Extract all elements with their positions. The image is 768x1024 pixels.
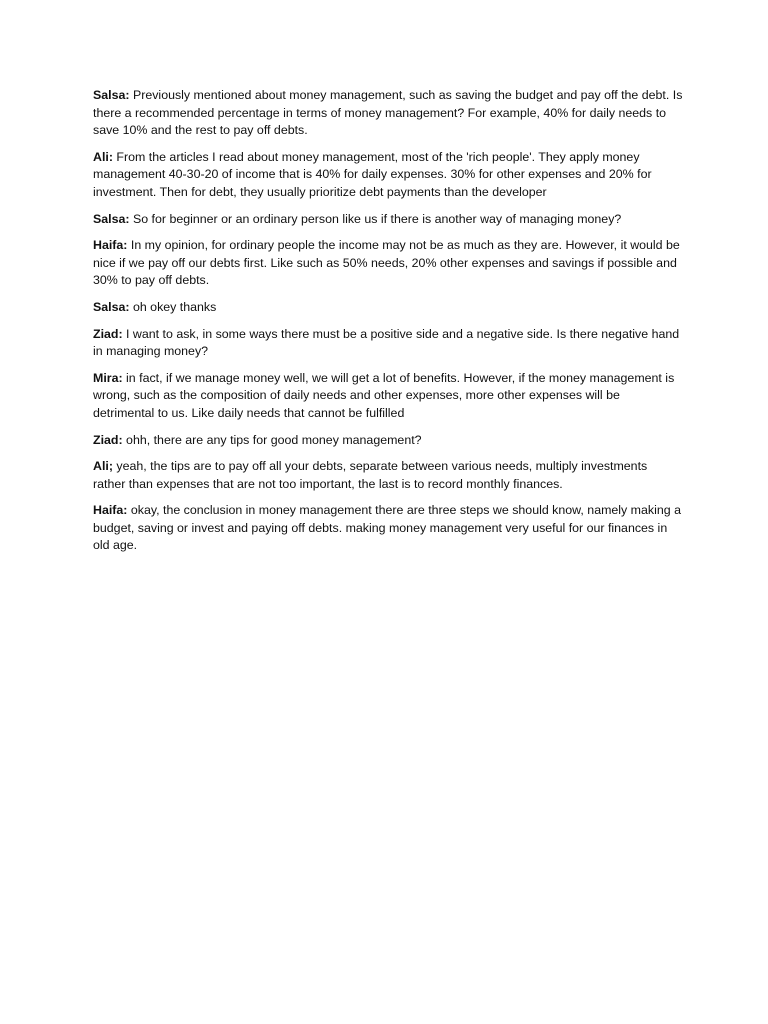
dialogue-text: From the articles I read about money management, most of the 'rich people'. They apply money management 40-30-20 of income that is 40% for daily expenses. 30% for other expenses and 20% for investment. Then for debt, they usually prioritize debt payments than the developer [93, 149, 652, 199]
speaker-name: Salsa: [93, 299, 130, 314]
dialogue-line-mira-1 [93, 370, 683, 423]
dialogue-text: yeah, the tips are to pay off all your debts, separate between various needs, multiply investments rather than expenses that are not too important, the last is to record monthly finances. [93, 459, 648, 491]
dialogue-line-salsa-1 [93, 87, 683, 140]
speaker-name: Ziad: [93, 432, 123, 447]
dialogue-text: Previously mentioned about money management, such as saving the budget and pay off the debt. Is there a recommended percentage in terms of money management? For example, 40% for daily needs to save 10% and the rest to pay off debts. [93, 88, 683, 138]
speaker-name: Ziad: [93, 326, 123, 341]
dialogue-line-ziad-1 [93, 326, 683, 361]
speaker-name: Salsa: [93, 211, 130, 226]
dialogue-text: In my opinion, for ordinary people the income may not be as much as they are. However, it would be nice if we pay off our debts first. Like such as 50% needs, 20% other expenses and savings if possible and 30% to pay off debts. [93, 238, 680, 288]
speaker-name: Mira: [93, 370, 123, 385]
dialogue-text: ohh, there are any tips for good money management? [122, 432, 422, 447]
speaker-name: Salsa: [93, 88, 130, 102]
speaker-name: Ali: [93, 149, 113, 164]
dialogue-content [93, 87, 683, 564]
dialogue-line-ziad-2 [93, 432, 683, 450]
dialogue-line-ali-1 [93, 149, 683, 202]
dialogue-text: okay, the conclusion in money management there are three steps we should know, namely making a budget, saving or invest and paying off debts. making money management very useful for our finances in old age. [93, 503, 681, 553]
dialogue-text: So for beginner or an ordinary person like us if there is another way of managing money? [129, 211, 622, 226]
dialogue-line-haifa-2 [93, 502, 683, 555]
dialogue-line-salsa-3 [93, 299, 683, 317]
dialogue-line-salsa-2 [93, 211, 683, 229]
speaker-name: Ali; [93, 459, 113, 474]
dialogue-line-ali-2 [93, 458, 683, 493]
dialogue-text: in fact, if we manage money well, we will get a lot of benefits. However, if the money management is wrong, such as the composition of daily needs and other expenses, more other expenses will be detrimental to us. Like daily needs that cannot be fulfilled [93, 370, 675, 420]
dialogue-text: oh okey thanks [129, 299, 217, 314]
speaker-name: Haifa: [93, 503, 128, 518]
speaker-name: Haifa: [93, 238, 128, 253]
dialogue-line-haifa-1 [93, 237, 683, 290]
dialogue-text: I want to ask, in some ways there must be a positive side and a negative side. Is there negative hand in managing money? [93, 326, 680, 359]
